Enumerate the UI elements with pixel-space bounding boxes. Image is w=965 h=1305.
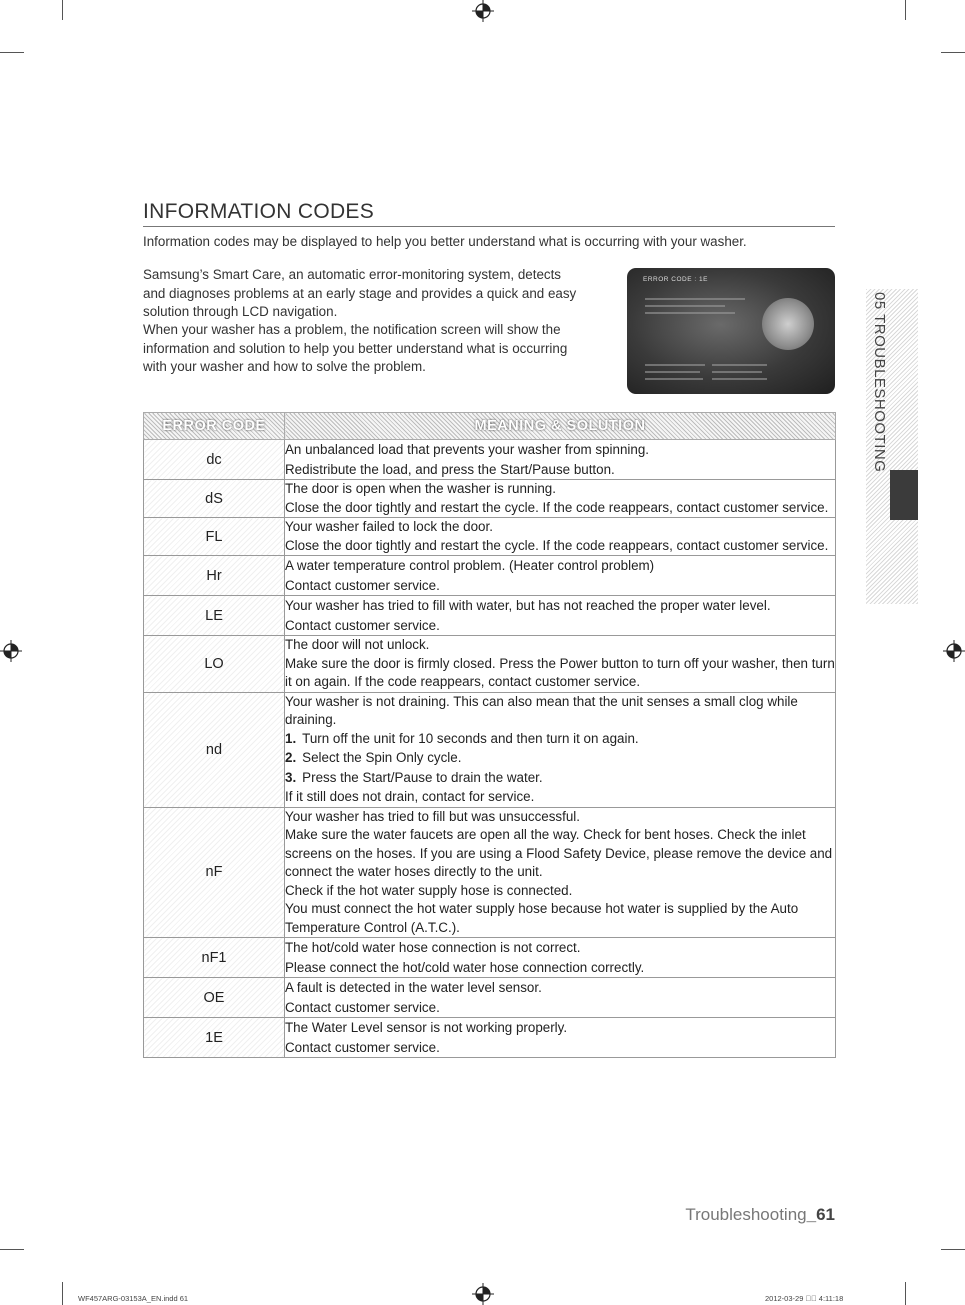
error-code: LE: [144, 596, 285, 636]
meaning-solution: A water temperature control problem. (Heater control problem) Contact customer service.: [285, 556, 836, 596]
error-code: nF: [144, 807, 285, 938]
table-row: [144, 692, 836, 807]
title-divider: [143, 226, 835, 227]
notification-paragraph: [143, 321, 623, 377]
error-code: LO: [144, 636, 285, 693]
meaning-solution: Your washer failed to lock the door. Close the door tightly and restart the cycle. If the code reappears, contact customer service.: [285, 518, 836, 556]
error-code: dS: [144, 480, 285, 518]
step-item: 1. Turn off the unit for 10 seconds and then turn it on again.: [285, 730, 639, 746]
paragraph-line: When your washer has a problem, the notification screen will show the: [143, 322, 561, 337]
page-title: INFORMATION CODES: [143, 200, 375, 223]
error-code: FL: [144, 518, 285, 556]
meaning-solution: The door will not unlock. Make sure the door is firmly closed. Press the Power button to turn off your washer, then turn it on again. If the code reappears, contact customer service.: [285, 636, 836, 693]
crop-mark: [941, 1249, 965, 1250]
meaning-solution: Your washer has tried to fill but was unsuccessful. Make sure the water faucets are open all the way. Check for bent hoses. Check the inlet screens on the hoses. If you are using a Flood Safety Device, please remove the device and connect the water hoses directly to the unit. Check if the hot water supply hose is connected. You must connect the hot water supply hose because hot water is supplied by the Auto Temperature Control (A.T.C.).: [285, 807, 836, 938]
table-row: [144, 440, 836, 480]
header-meaning-solution: MEANING & SOLUTION: [285, 413, 836, 440]
error-code-table: [143, 412, 836, 1058]
table-row: [144, 978, 836, 1018]
paragraph-line: information and solution to help you better understand what is occurring: [143, 340, 568, 356]
table-row: [144, 596, 836, 636]
table-row: [144, 480, 836, 518]
washer-door-icon: [762, 298, 814, 350]
meaning-solution: An unbalanced load that prevents your washer from spinning. Redistribute the load, and press the Start/Pause button.: [285, 440, 836, 480]
table-row: [144, 807, 836, 938]
crop-mark: [905, 1282, 906, 1305]
error-code: nd: [144, 692, 285, 807]
smart-care-paragraph: [143, 266, 623, 322]
paragraph-line: and diagnoses problems at an early stage and provides a quick and easy: [143, 285, 577, 301]
registration-mark-icon: [943, 640, 965, 662]
error-code: 1E: [144, 1018, 285, 1058]
paragraph-line: Samsung’s Smart Care, an automatic error-monitoring system, detects: [143, 267, 561, 282]
page-number: _61: [806, 1205, 835, 1224]
meaning-solution: Your washer is not draining. This can also mean that the unit senses a small clog while draining. 1. Turn off the unit for 10 seconds and then turn it on again. 2. Select the Spin Only cycle. 3. Press the Start/Pause to drain the water. If it still does not drain, contact for service.: [285, 692, 836, 807]
error-code: Hr: [144, 556, 285, 596]
table-row: [144, 556, 836, 596]
section-tab-marker: [890, 470, 918, 520]
crop-mark: [941, 52, 965, 53]
registration-mark-icon: [0, 640, 22, 662]
lcd-title: ERROR CODE : 1E: [643, 276, 708, 283]
table-row: [144, 938, 836, 978]
lcd-error-screen-image: [627, 268, 835, 394]
crop-mark: [62, 1282, 63, 1305]
page-footer: [685, 1205, 835, 1225]
meaning-solution: A fault is detected in the water level sensor. Contact customer service.: [285, 978, 836, 1018]
table-row: [144, 518, 836, 556]
paragraph-line: with your washer and how to solve the problem.: [143, 359, 426, 374]
registration-mark-icon: [472, 0, 494, 22]
crop-mark: [62, 0, 63, 20]
crop-mark: [905, 0, 906, 20]
print-slug-file: WF457ARG-03153A_EN.indd 61: [78, 1294, 189, 1303]
meaning-solution: Your washer has tried to fill with water, but has not reached the proper water level. Contact customer service.: [285, 596, 836, 636]
table-header-row: [144, 413, 836, 440]
table-row: [144, 1018, 836, 1058]
error-code: nF1: [144, 938, 285, 978]
meaning-solution: The door is open when the washer is running. Close the door tightly and restart the cycle. If the code reappears, contact customer service.: [285, 480, 836, 518]
meaning-solution: The Water Level sensor is not working properly. Contact customer service.: [285, 1018, 836, 1058]
registration-mark-icon: [472, 1283, 494, 1305]
intro-text: Information codes may be displayed to help you better understand what is occurring with your washer.: [143, 234, 747, 249]
step-item: 2. Select the Spin Only cycle.: [285, 750, 462, 765]
crop-mark: [0, 52, 24, 53]
table-row: [144, 636, 836, 693]
section-tab-label: 05 TROUBLESHOOTING: [871, 292, 888, 473]
header-error-code: ERROR CODE: [144, 413, 285, 440]
crop-mark: [0, 1249, 24, 1250]
error-code: dc: [144, 440, 285, 480]
step-item: 3. Press the Start/Pause to drain the water.: [285, 769, 543, 785]
error-code: OE: [144, 978, 285, 1018]
paragraph-line: solution through LCD navigation.: [143, 304, 338, 319]
print-slug-date: 2012-03-29 ￿￿ 4:11:18: [765, 1294, 844, 1303]
meaning-solution: The hot/cold water hose connection is not correct. Please connect the hot/cold water hose connection correctly.: [285, 938, 836, 978]
footer-section: Troubleshooting: [685, 1205, 807, 1224]
